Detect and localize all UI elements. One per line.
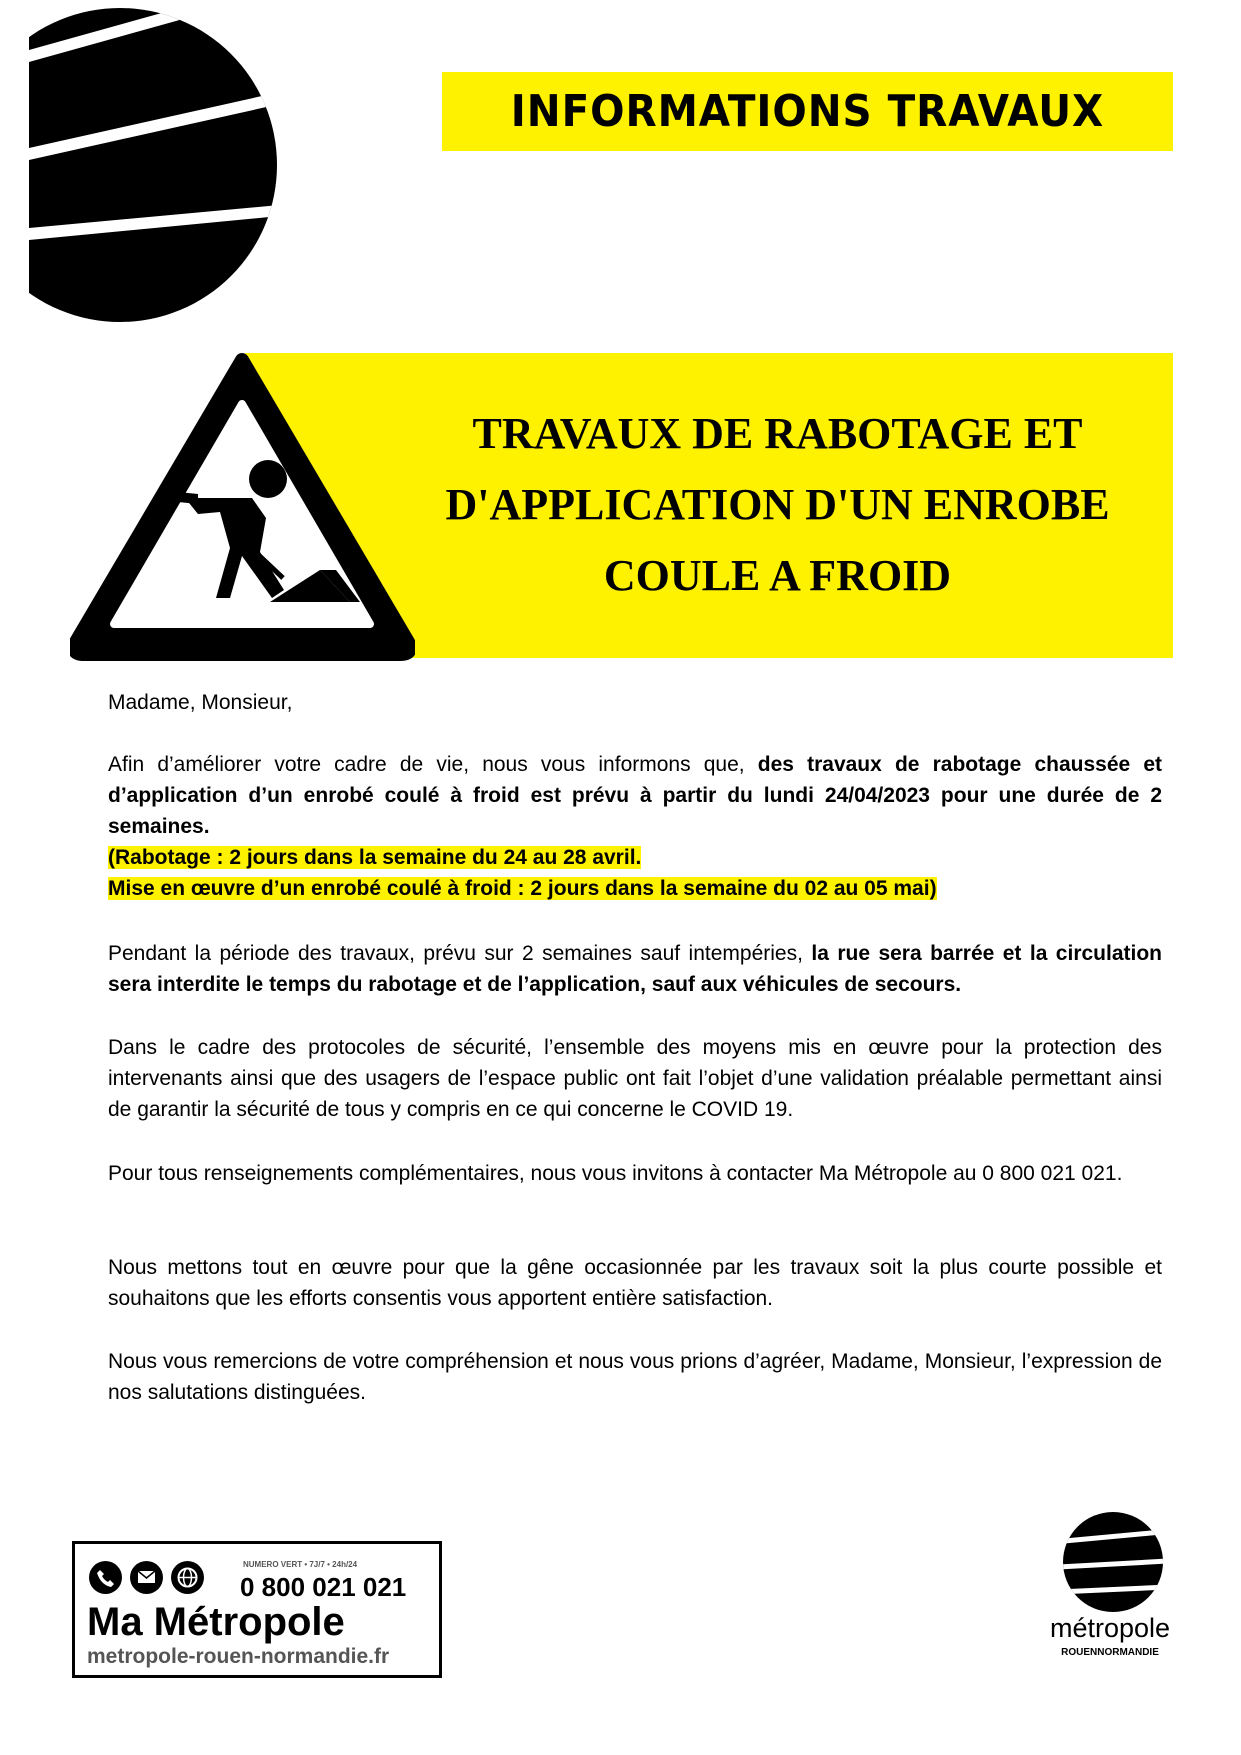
schedule-enrobe: Mise en œuvre d’un enrobé coulé à froid : 2 jours dans la semaine du 02 au 05 mai)	[108, 877, 937, 900]
contact-kicker: NUMERO VERT • 7J/7 • 24h/24	[243, 1560, 358, 1569]
paragraph-apology	[108, 1252, 1162, 1314]
closure-bold: la rue sera barrée et la circulation sera interdite le temps du rabotage et de l’application, sauf aux véhicules de secours.	[108, 942, 1162, 996]
paragraph-closure	[108, 938, 1162, 1000]
paragraph-announcement	[108, 749, 1162, 904]
apology-text: Nous mettons tout en œuvre pour que la gêne occasionnée par les travaux soit la plus courte possible et souhaitons que les efforts consentis vous apportent entière satisfaction.	[108, 1256, 1162, 1310]
brand-subtitle	[1040, 1647, 1180, 1658]
brand-sub-rouen: ROUEN	[1061, 1647, 1098, 1658]
paragraph-closing	[108, 1346, 1162, 1408]
roadworks-warning-icon	[70, 352, 415, 662]
safety-text: Dans le cadre des protocoles de sécurité, l’ensemble des moyens mis en œuvre pour la protection des intervenants ainsi que des usagers de l’espace public ont fait l’objet d’une validation préalable permettant ainsi de garantir la sécurité de tous y compris en ce qui concerne le COVID 19.	[108, 1036, 1162, 1121]
announcement-intro: Afin d’améliorer votre cadre de vie, nous vous informons que,	[108, 753, 758, 776]
globe-icon	[171, 1561, 204, 1594]
phone-icon	[89, 1561, 122, 1594]
main-title-line-2: D'APPLICATION D'UN ENROBE	[445, 480, 1110, 529]
announcement-bold: des travaux de rabotage chaussée et d’application d’un enrobé coulé à froid est prévu à partir du lundi 24/04/2023 pour une durée de 2 semaines.	[108, 753, 1162, 838]
brand-name: métropole	[1049, 1613, 1171, 1643]
metropole-logo-icon	[1048, 1510, 1178, 1615]
main-title-line-3: COULE A FROID	[603, 551, 952, 600]
contact-text: Pour tous renseignements complémentaires, nous vous invitons à contacter Ma Métropole au 0 800 021 021.	[108, 1162, 1123, 1185]
brand-sub-normandie: NORMANDIE	[1097, 1647, 1159, 1658]
salutation	[108, 687, 1162, 718]
closure-intro: Pendant la période des travaux, prévu sur 2 semaines sauf intempéries,	[108, 942, 812, 965]
main-title	[410, 398, 1145, 611]
schedule-rabotage: (Rabotage : 2 jours dans la semaine du 24 au 28 avril.	[108, 846, 642, 869]
header-banner	[442, 72, 1173, 151]
main-title-line-1: TRAVAUX DE RABOTAGE ET	[472, 409, 1083, 458]
header-title: INFORMATIONS TRAVAUX	[510, 86, 1105, 137]
contact-name: Ma Métropole	[87, 1600, 345, 1644]
mail-icon	[130, 1561, 163, 1594]
contact-phone[interactable]: 0 800 021 021	[240, 1572, 407, 1602]
decorative-circle-graphic	[0, 0, 280, 330]
contact-url[interactable]: metropole-rouen-normandie.fr	[87, 1645, 390, 1668]
paragraph-safety	[108, 1032, 1162, 1125]
closing-text: Nous vous remercions de votre compréhension et nous vous prions d’agréer, Madame, Monsieur, l’expression de nos salutations distinguées.	[108, 1350, 1162, 1404]
salutation-text: Madame, Monsieur,	[108, 691, 293, 714]
paragraph-contact	[108, 1158, 1162, 1189]
contact-box	[72, 1541, 442, 1678]
